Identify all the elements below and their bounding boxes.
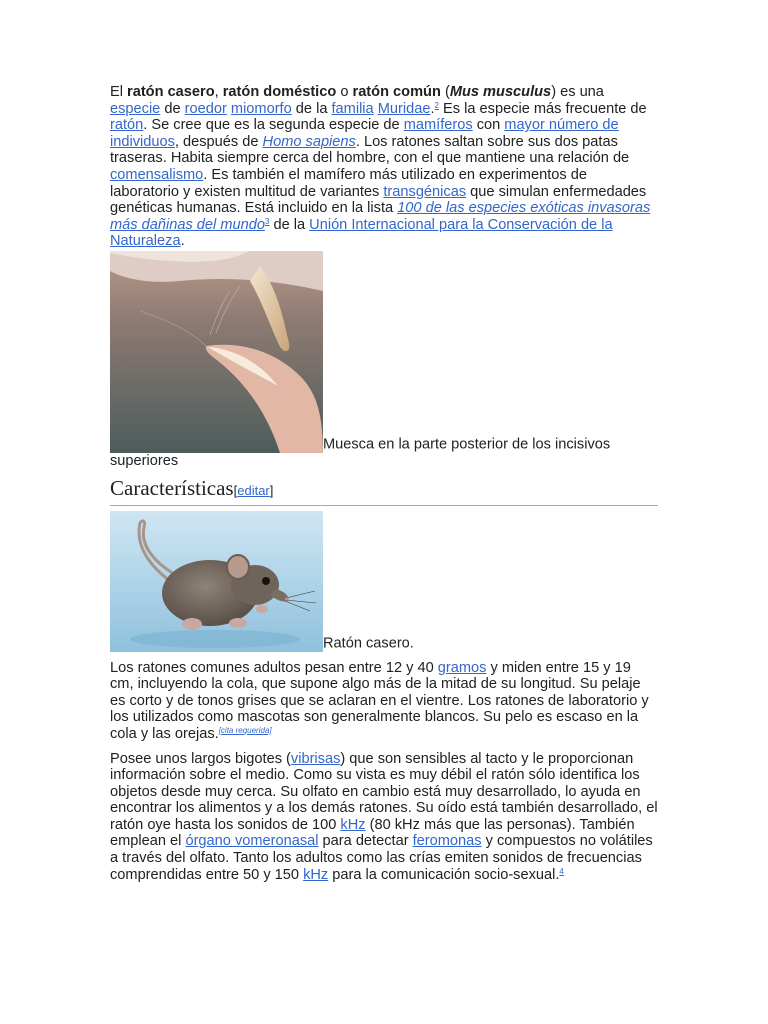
link-familia[interactable]: familia [331, 100, 374, 117]
text: de la [291, 100, 332, 117]
link-transgenicas[interactable]: transgénicas [383, 183, 467, 200]
citation-text: [cita requerida] [218, 725, 272, 735]
text: . [180, 233, 185, 250]
text: Los ratones comunes adultos pesan entre 12 y 40 [110, 659, 438, 676]
citation-needed-link[interactable] [219, 726, 272, 735]
text: Posee unos largos bigotes ( [110, 750, 291, 767]
text: o [336, 84, 353, 100]
text: para la comunicación socio-sexual. [328, 866, 560, 883]
section-heading [110, 476, 658, 506]
link-miomorfo[interactable]: miomorfo [230, 100, 292, 117]
text: y compuestos no volátiles a través del olfato. Tanto los adultos como las crías emiten sonidos de frecuencias comprendidas entre 50 y 150 [110, 833, 653, 883]
link-khz[interactable]: kHz [303, 866, 329, 883]
intro-paragraph [110, 84, 658, 250]
bracket-close: ] [269, 482, 274, 498]
link-roedor[interactable]: roedor [184, 100, 227, 117]
reference-link[interactable]: 3 [264, 216, 270, 226]
section-title: Características [110, 475, 234, 500]
text: y miden entre 15 y 19 cm, incluyendo la cola, que supone algo más de la mitad de su longitud. Su pelaje es corto y de tonos grises que se aclaran en el vientre. Los ratones de laboratorio y los utilizados como mascotas son generalmente blancos. Su pelo es escaso en la cola y las orejas. [110, 659, 649, 742]
link-mayor-numero[interactable]: mayor número de individuos [110, 117, 619, 150]
link-feromonas[interactable]: feromonas [412, 833, 482, 850]
bold-term: ratón doméstico [222, 84, 337, 100]
text: . Se cree que es la segunda especie de [143, 117, 404, 134]
text: , [214, 84, 223, 100]
figure-mouse [110, 511, 658, 652]
text: con [472, 117, 505, 134]
link-muridae[interactable]: Muridae [377, 100, 431, 117]
text: . Es también el mamífero más utilizado en experimentos de laboratorio y existen multitud de variantes [110, 166, 587, 200]
text: ) es una [551, 84, 604, 100]
mouse-image[interactable] [110, 511, 323, 652]
article [110, 84, 658, 883]
edit-link[interactable]: editar [237, 482, 270, 498]
link-raton[interactable]: ratón [110, 117, 144, 134]
link-text: Homo sapiens [262, 133, 356, 150]
text: que simulan enfermedades genéticas humanas. Está incluido en la lista [110, 183, 647, 217]
text: ( [440, 84, 450, 100]
link-mamiferos[interactable]: mamíferos [403, 117, 473, 134]
paragraph-size [110, 660, 658, 743]
incisors-image[interactable] [110, 251, 323, 453]
text: de la [269, 216, 310, 233]
link-gramos[interactable]: gramos [437, 659, 487, 676]
text: para detectar [318, 833, 413, 850]
edit-section [234, 483, 274, 498]
text: (80 kHz más que las personas). También emplean el [110, 816, 635, 850]
link-comensalismo[interactable]: comensalismo [110, 166, 204, 183]
scientific-name: Mus musculus [449, 84, 552, 100]
bracket-open: [ [233, 482, 238, 498]
figure-caption: Muesca en la parte posterior de los incisivos superiores [110, 436, 611, 469]
reference-link[interactable]: 4 [559, 866, 564, 876]
text: . [430, 100, 435, 117]
text: , después de [174, 133, 263, 150]
bold-term: ratón casero [127, 84, 215, 100]
figure-caption: Ratón casero. [323, 634, 414, 651]
text: El [110, 84, 128, 100]
link-uicn[interactable]: Unión Internacional para la Conservación de la Naturaleza [110, 216, 613, 250]
link-organo-vomeronasal[interactable]: órgano vomeronasal [185, 833, 319, 850]
bold-term: ratón común [352, 84, 441, 100]
reference-link[interactable]: 2 [434, 100, 439, 110]
text: de [160, 100, 185, 117]
figure-incisors [110, 251, 658, 470]
paragraph-senses [110, 751, 658, 884]
text: ) que son sensibles al tacto y le proporcionan información sobre el medio. Como su vista es muy débil el ratón sólo identifica los objetos desde muy cerca. Su olfato en cambio está muy desarrollado, lo ayuda en encontrar los alimentos y a los demás ratones. Su oído está también desarrollado, el ratón oye hasta los sonidos de 100 [110, 750, 658, 833]
link-khz[interactable]: kHz [340, 816, 366, 833]
link-vibrisas[interactable]: vibrisas [290, 750, 341, 767]
link-text: 100 de las especies exóticas invasoras más dañinas del mundo [110, 200, 651, 233]
link-homo-sapiens[interactable] [263, 134, 356, 150]
link-especie[interactable]: especie [110, 100, 161, 117]
text: Es la especie más frecuente de [438, 100, 647, 117]
text: . Los ratones saltan sobre sus dos patas traseras. Habita siempre cerca del hombre, con el que mantiene una relación de [110, 133, 630, 167]
